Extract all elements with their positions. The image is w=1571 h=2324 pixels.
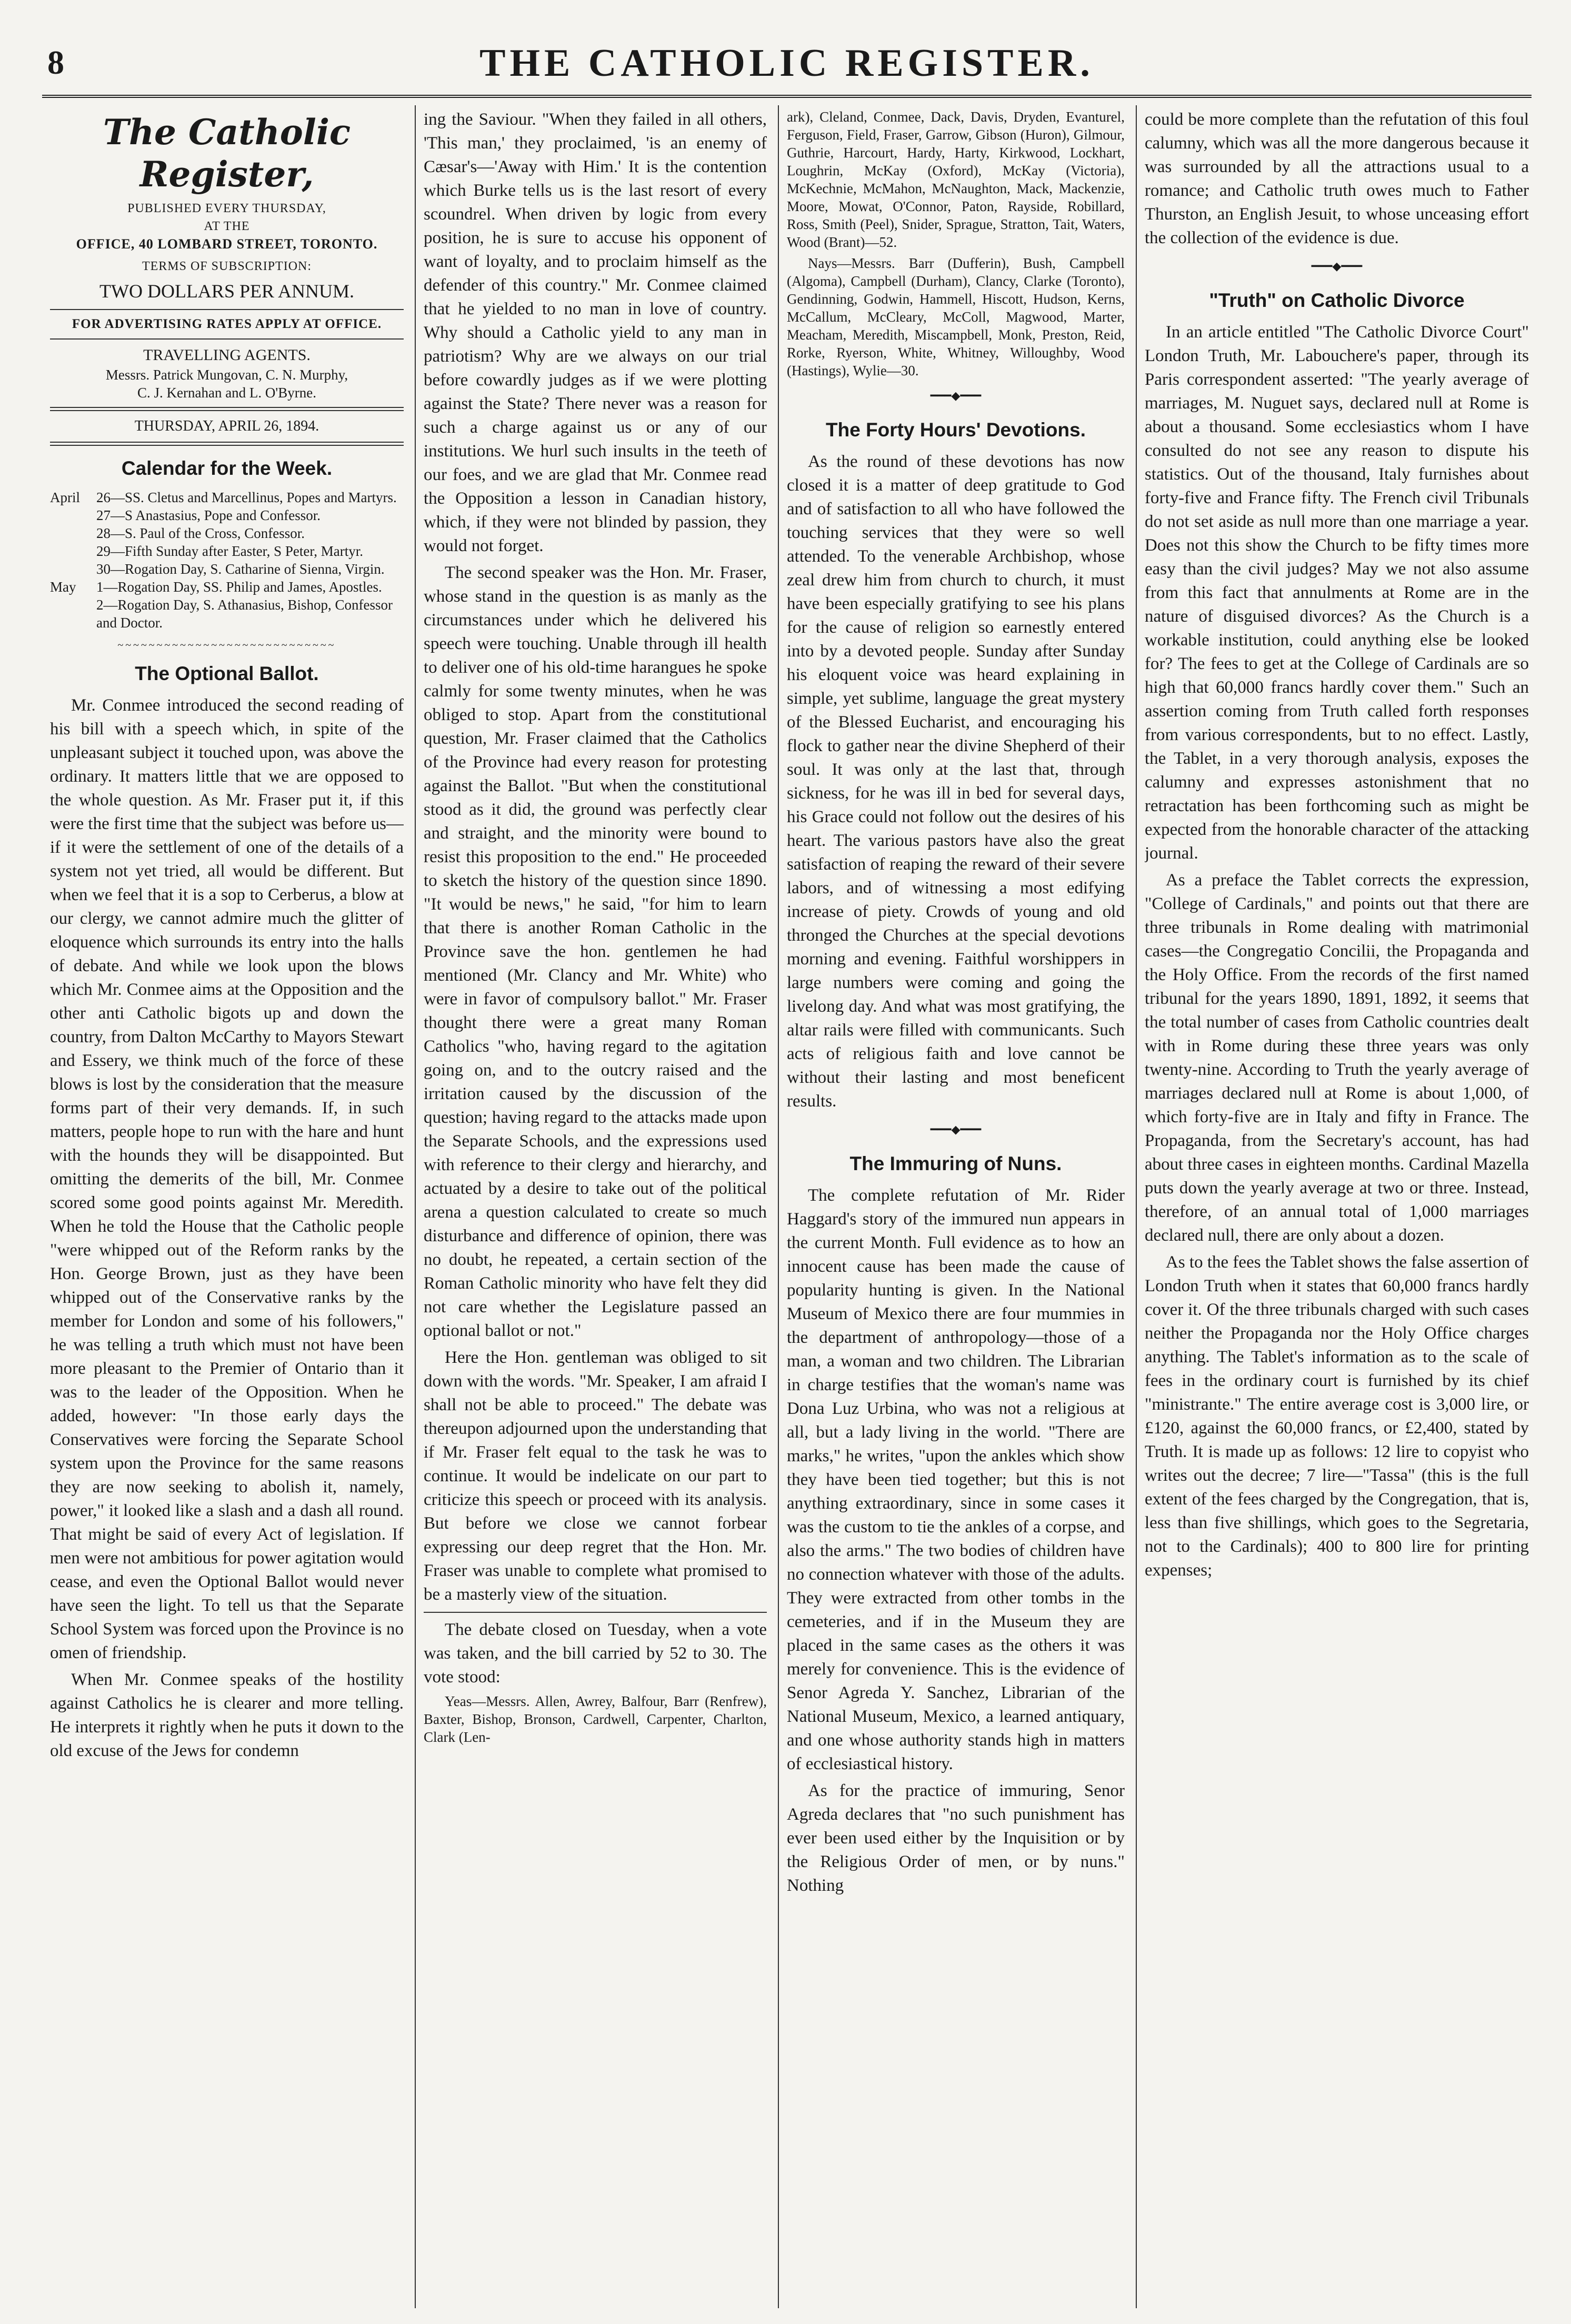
divider [50, 338, 404, 340]
page-header [42, 37, 1532, 98]
masthead-title: The Catholic Register, [103, 112, 351, 195]
published-line: PUBLISHED EVERY THURSDAY, [127, 202, 326, 215]
agents-line: C. J. Kernahan and L. O'Byrne. [137, 385, 317, 401]
article-paragraph: As a preface the Tablet corrects the expression, "College of Cardinals," and points out that there are three tribunals in Rome dealing with matrimonial cases—the Congregatio Concilii, the Propaganda and the Holy Office. From the records of the first named tribunal for the years 1890, 1891, 1892, it seems that the total number of cases from Catholic countries dealt with in Rome during these three years was only twenty-nine. According to Truth the yearly average of marriages declared null at Rome is about 1,000, of which forty-five are in Italy and fifty in France. The Propaganda, from the Secretary's account, has had about three cases in eighteen months. Cardinal Mazella puts down the yearly average at two or three. Instead, therefore, of an annual total of 1,000 marriages declared null, there are only about a dozen. [1145, 871, 1529, 1245]
article-paragraph: could be more complete than the refutation of this foul calumny, which was all the more dangerous because it was surrounded by all the attractions usual to a romance; and Catholic truth owes much to Father Thurston, an English Jesuit, to whose unceasing effort the collection of the evidence is due. [1145, 110, 1529, 247]
article-paragraph: As the round of these devotions has now closed it is a matter of deep gratitude to God and of satisfaction to all who have followed the touching services that they were so well attended. To the venerable Archbishop, whose zeal drew him from church to church, it must have been especially gratifying to see his plans for the cause of religion so earnestly entered into by a devoted people. Sunday after Sunday his eloquent voice was heard explaining in simple, yet sublime, language the great mystery of the Blessed Eucharist, and encouraging his flock to gather near the divine Shepherd of their soul. It was only at the last that, through sickness, for he was ill in bed for several days, his Grace could not follow out the desires of his heart. The various pastors have also the great satisfaction of reaping the reward of their severe labors, and of witnessing a most edifying increase of piety. Crowds of young and old thronged the Churches at the special devotions morning and evening. Faithful worshippers in large numbers were coming and going the livelong day. And what was most gratifying, the altar rails were filled with communicants. Such acts of religious faith and love cannot be without their lasting and most beneficent results. [787, 452, 1125, 1111]
article-heading-immuring-nuns: The Immuring of Nuns. [849, 1153, 1062, 1174]
calendar-entry: 2—Rogation Day, S. Athanasius, Bishop, Confessor and Doctor. [96, 597, 393, 631]
page-number: 8 [47, 44, 64, 81]
calendar-entry: 28—S. Paul of the Cross, Confessor. [96, 525, 305, 541]
column-rule [415, 105, 416, 2308]
vote-yeas: Yeas—Messrs. Allen, Awrey, Balfour, Barr (Renfrew), Baxter, Bishop, Bronson, Cardwell, Carpenter, Charlton, Clark (Len- [424, 1693, 767, 1745]
column-rule [778, 105, 779, 2308]
terms-label: TERMS OF SUBSCRIPTION: [142, 260, 312, 273]
calendar-entry: 27—S Anastasius, Pope and Confessor. [96, 507, 321, 523]
calendar-heading: Calendar for the Week. [121, 457, 333, 479]
masthead [50, 111, 404, 446]
calendar-entry: 29—Fifth Sunday after Easter, S Peter, Martyr. [96, 543, 363, 559]
issue-date: THURSDAY, APRIL 26, 1894. [134, 418, 319, 434]
column-3 [787, 108, 1125, 2308]
article-paragraph: As to the fees the Tablet shows the false assertion of London Truth when it states that 60,000 francs hardly cover it. Of the three tribunals charged with such cases neither the Propaganda nor the Holy Office charges anything. The Tablet's information as to the scale of fees in the ordinary court is furnished by its chief "ministrante." The entire average cost is 3,000 lire, or £120, against the 60,000 francs, or £2,400, stated by Truth. It is made up as follows: 12 lire to copyist who writes out the decree; 7 lire—"Tassa" (this is the full extent of the fees charged by the Congregation, that is, less than five shillings, which goes to the Segretaria, not to the Cardinals); 400 to 800 lire for printing expenses; [1145, 1253, 1529, 1580]
subscription-price: TWO DOLLARS PER ANNUM. [99, 281, 354, 302]
column-rule [1136, 105, 1137, 2308]
vote-nays: Nays—Messrs. Barr (Dufferin), Bush, Campbell (Algoma), Campbell (Durham), Clancy, Clarke (Toronto), Gendinning, Godwin, Hammell, Hiscott, Hudson, Kerns, McCallum, McCleary, McColl, Magwood, Marter, Meacham, Meredith, Miscampbell, Monk, Preston, Reid, Rorke, Ryerson, White, Whitney, Willoughby, Wood (Hastings), Wylie—30. [787, 255, 1125, 378]
vote-yeas-continued: ark), Cleland, Conmee, Dack, Davis, Dryden, Evanturel, Ferguson, Field, Fraser, Garrow, Gibson (Huron), Gilmour, Guthrie, Harcourt, Hardy, Harty, Kirkwood, Lockhart, Loughrin, McKay (Oxford), McKay (Victoria), McKechnie, McMahon, McNaughton, Mack, Mackenzie, Moore, Mowat, O'Connor, Paton, Rayside, Robillard, Ross, Smith (Peel), Snider, Sprague, Stratton, Tait, Waters, Wood (Brant)—52. [787, 109, 1125, 250]
divider [424, 1612, 767, 1613]
column-2 [424, 108, 767, 2308]
calendar-list [50, 488, 404, 632]
agents-title: TRAVELLING AGENTS. [143, 346, 311, 364]
article-heading-catholic-divorce: "Truth" on Catholic Divorce [1209, 290, 1465, 311]
agents-line: Messrs. Patrick Mungovan, C. N. Murphy, [105, 367, 348, 383]
ornament-divider: ━━━◆━━━ [930, 1123, 982, 1136]
article-paragraph: Mr. Conmee introduced the second reading of his bill with a speech which, in spite of the unpleasant subject it touched upon, was above the ordinary. It matters little that we are opposed to the whole question. As Mr. Fraser put it, if this were the first time that the subject was before us—if it were the settlement of one of the details of a system not yet tried, all would be different. But when we feel that it is a sop to Cerberus, a blow at our clergy, we cannot admire much the glitter of eloquence which surrounds its entry into the halls of debate. And while we look upon the blows which Mr. Conmee aims at the Opposition and the other anti Catholic bigots up and down the country, from Dalton McCarthy to Mayors Stewart and Essery, we think much of the force of these blows is lost by the consideration that the measure forms part of their very demands. If, in such matters, people hope to run with the hare and hunt with the hounds they will be disappointed. But omitting the demerits of the bill, Mr. Conmee scored some good points against Mr. Meredith. When he told the House that the Catholic people "were whipped out of the Reform ranks by the Hon. George Brown, just as they have been whipped out of the Conservative ranks by the member for London and some of his followers," he was telling a truth which must not have been more pleasant to the Premier of Ontario than it was to the leader of the Opposition. When he added, however: "In those early days the Conservatives were forcing the Separate School system upon the Province for the same reasons they are now seeking to abolish it, namely, power," it looked like a slash and a dash all round. That might be said of every Act of legislation. If men were not ambitious for power agitation would cease, and even the Optional Ballot would never have seen the light. To tell us that the Separate School System was forced upon the Province is no omen of friendship. [50, 696, 404, 1662]
ornament-divider: ━━━◆━━━ [930, 389, 982, 402]
article-paragraph: Here the Hon. gentleman was obliged to sit down with the words. "Mr. Speaker, I am afraid I shall not be able to proceed." The debate was thereupon adjourned upon the understanding that if Mr. Fraser felt equal to the task he was to continue. It would be indelicate on our part to criticize this speech or proceed with its analysis. But before we close we cannot forbear expressing our deep regret that the Hon. Mr. Fraser was unable to complete what promised to be a masterly view of the situation. [424, 1348, 767, 1604]
calendar-entry: 30—Rogation Day, S. Catharine of Sienna, Virgin. [96, 561, 385, 577]
column-4 [1145, 108, 1529, 2308]
wavy-divider: ~~~~~~~~~~~~~~~~~~~~~~~~~~~~ [117, 640, 336, 651]
office-address: OFFICE, 40 LOMBARD STREET, TORONTO. [76, 236, 378, 252]
at-the-line: AT THE [204, 220, 250, 233]
calendar-entry: May 1—Rogation Day, SS. Philip and James, Apostles. [50, 579, 382, 595]
article-paragraph: As for the practice of immuring, Senor Agreda declares that "no such punishment has ever been used either by the Inquisition or by the Religious Order of men, or by nuns." Nothing [787, 1781, 1125, 1895]
article-paragraph: In an article entitled "The Catholic Divorce Court" London Truth, Mr. Labouchere's paper, through its Paris correspondent asserted: "The yearly average of marriages, M. Nuguet says, declared null at Rome is about a thousand. Some ecclesiastics whom I have consulted do not see any reason to dispute his statistics. Out of the thousand, Italy furnishes about forty-five and France fifty. The French civil Tribunals do not set aside as null more than one marriage a year. Does not this show the Church to be fifty times more easy than the civil judges? May we not also assume from this fact that annulments at Rome are in the nature of disguised divorces? As the Church is a workable institution, could anything else be looked for? The fees to get at the College of Cardinals are so high that 60,000 francs hardly cover them." Such an assertion coming from Truth called forth responses from various correspondents, but to no effect. Lastly, the Tablet, in a very thorough analysis, exposes the calumny and expresses astonishment that no retractation has been forthcoming such as might be expected from the honorable character of the attacking journal. [1145, 323, 1529, 863]
article-paragraph: ing the Saviour. "When they failed in all others, 'This man,' they proclaimed, 'is an enemy of Cæsar's—'Away with Him.' It is the contention which Burke tells us is the last resort of every scoundrel. When driven by logic from every position, he is sure to accuse his opponent of want of loyalty, and to proclaim himself as the defender of this country." Mr. Conmee claimed that he yielded to no man in love of country. Why should a Catholic yield to any man in patriotism? Why are we always on our trial before cowardly judges as if we were plotting against the State? There never was a reason for such a charge against us or any of our institutions. We hurl such insults in the teeth of our foes, and we are glad that Mr. Conmee read the Opposition a lesson in Canadian history, which, if they were not blinded by passion, they would not forget. [424, 110, 767, 555]
divider [50, 407, 404, 411]
divider [50, 442, 404, 446]
article-heading-optional-ballot: The Optional Ballot. [135, 663, 319, 684]
article-paragraph: The debate closed on Tuesday, when a vote was taken, and the bill carried by 52 to 30. The vote stood: [424, 1620, 767, 1687]
article-heading-forty-hours: The Forty Hours' Devotions. [826, 419, 1086, 441]
divider [50, 309, 404, 310]
calendar-entry: April 26—SS. Cletus and Marcellinus, Popes and Martyrs. [50, 490, 397, 505]
ornament-divider: ━━━◆━━━ [1311, 260, 1363, 273]
advertising-note: FOR ADVERTISING RATES APPLY AT OFFICE. [72, 317, 382, 331]
article-paragraph: When Mr. Conmee speaks of the hostility against Catholics he is clearer and more telling. He interprets it rightly when he puts it down to the old excuse of the Jews for condemn [50, 1670, 404, 1760]
column-1 [50, 108, 404, 2308]
article-paragraph: The second speaker was the Hon. Mr. Fraser, whose stand in the question is as manly as the circumstances under which he delivered his speech were touching. Unable through ill health to deliver one of his old-time harangues he spoke calmly for some twenty minutes, when he was obliged to stop. Apart from the constitutional question, Mr. Fraser claimed that the Catholics of the Province had every reason for protesting against the Ballot. "But when the constitutional stood as it did, the ground was perfectly clear and straight, and the minority were bound to resist this proposition to the end." He proceeded to sketch the history of the question since 1890. "It would be news," he said, "for him to learn that there is another Roman Catholic in the Province save the hon. gentlemen he had mentioned (Mr. Clancy and Mr. White) who were in favor of compulsory ballot." Mr. Fraser thought there were a great many Roman Catholics "who, having regard to the agitation going on, and to the outcry raised and the irritation caused by the discussion of the question; having regard to the attacks made upon the Separate Schools, and the expressions used with reference to their clergy and hierarchy, and actuated by a desire to take out of the political arena a question calculated to create so much disturbance and difference of opinion, there was no doubt, he repeated, a certain section of the Roman Catholic minority who have felt they did not care whether the Legislature passed an optional ballot or not." [424, 563, 767, 1340]
article-paragraph: The complete refutation of Mr. Rider Haggard's story of the immured nun appears in the current Month. Full evidence as to how an innocent cause has been made the cause of popularity hunting is given. In the National Museum of Mexico there are four mummies in the department of anthropology—those of a man, a woman and two children. The Librarian in charge testifies that the woman's name was Dona Luz Urbina, who was not a religious at all, but a lady living in the world. "There are marks," he writes, "upon the ankles which show they have been tied together; but this is not anything extraordinary, since in some cases it was the custom to tie the ankles of a corpse, and also the arms." The two bodies of children have no connection whatever with those of the adults. They were extracted from other tombs in the cemeteries, and if in the Museum they are placed in the same cases as the others it was merely for convenience. This is the evidence of Senor Agreda Y. Sanchez, Librarian of the National Museum, Mexico, a learned antiquary, and one whose authority stands high in matters of ecclesiastical history. [787, 1186, 1125, 1773]
newspaper-name: THE CATHOLIC REGISTER. [479, 42, 1094, 85]
